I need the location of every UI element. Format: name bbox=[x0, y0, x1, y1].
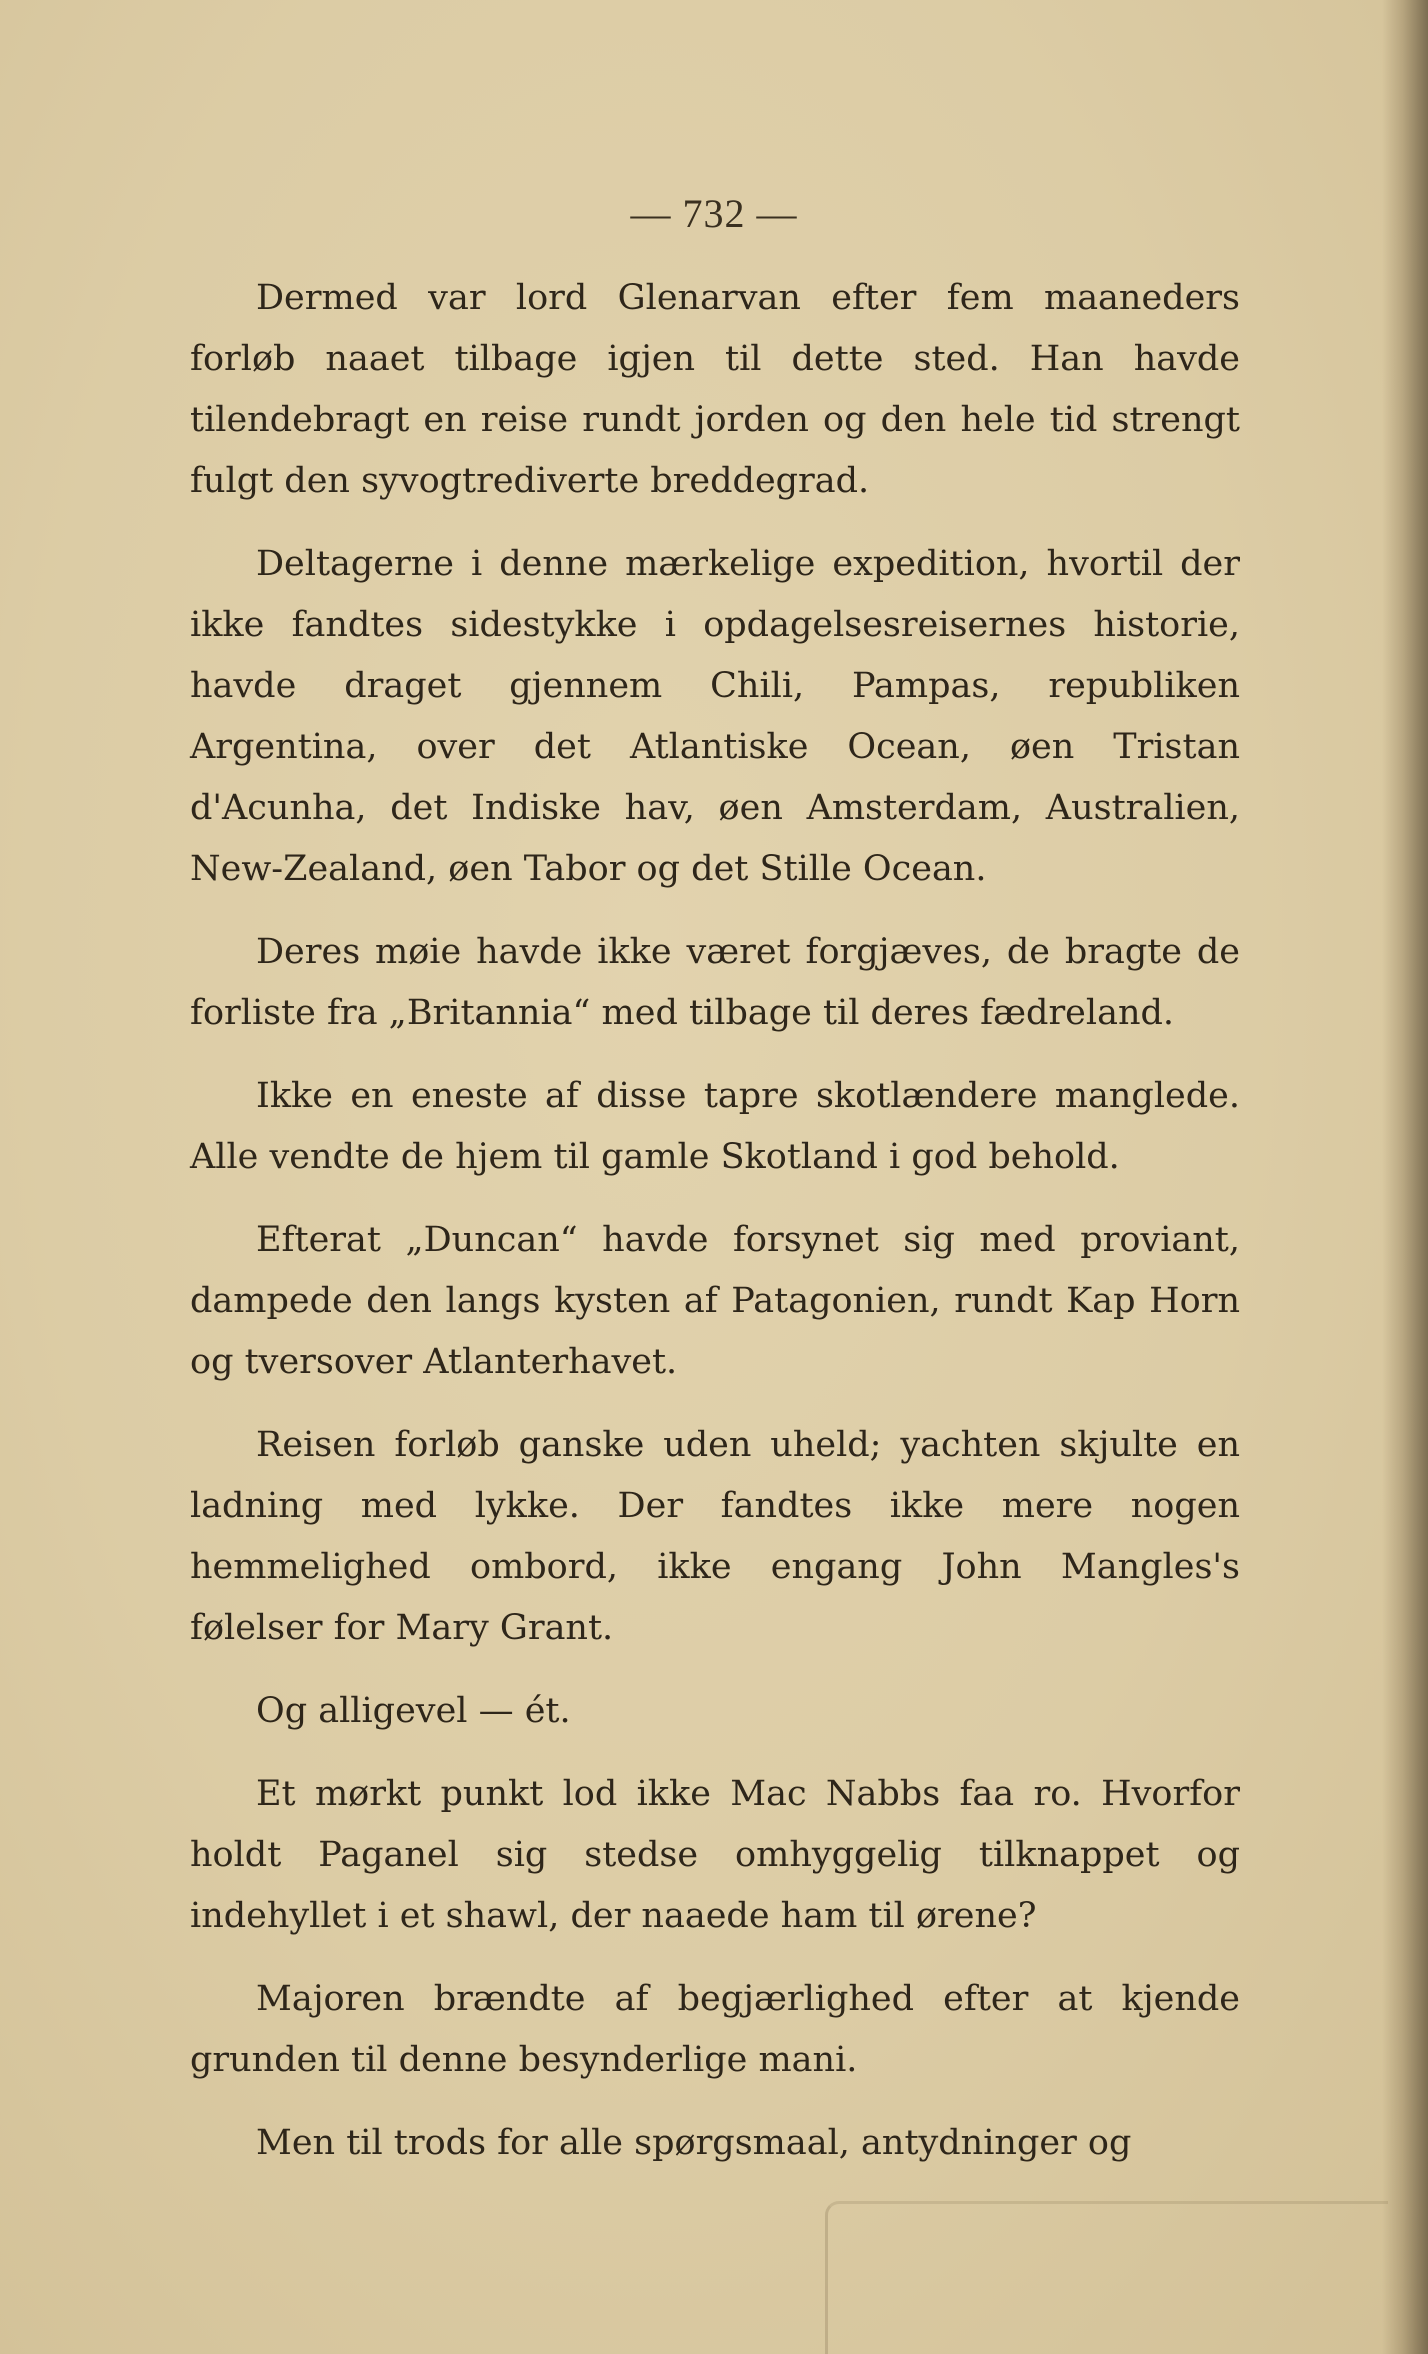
paragraph: Ikke en eneste af disse tapre skotlændere manglede. Alle vendte de hjem til gamle Skotland i god behold. bbox=[190, 1076, 1240, 1177]
body-text bbox=[190, 268, 1240, 2196]
page-number: — 732 — bbox=[630, 191, 798, 236]
paragraph: Dermed var lord Glenarvan efter fem maaneders forløb naaet tilbage igjen til dette sted. Han havde tilendebragt en reise rundt jorden og den hele tid strengt fulgt den syvogtrediverte breddegrad. bbox=[190, 278, 1240, 501]
paragraph: Majoren brændte af begjærlighed efter at kjende grunden til denne besynderlige mani. bbox=[190, 1979, 1240, 2080]
paragraph: Deltagerne i denne mærkelige expedition, hvortil der ikke fandtes sidestykke i opdagelsesreisernes historie, havde draget gjennem Chili, Pampas, republiken Argentina, over det Atlantiske Ocean, øen Tristan d'Acunha, det Indiske hav, øen Amsterdam, Australien, New-Zealand, øen Tabor og det Stille Ocean. bbox=[190, 544, 1240, 889]
paragraph: Efterat „Duncan“ havde forsynet sig med proviant, dampede den langs kysten af Patagonien, rundt Kap Horn og tversover Atlanterhavet. bbox=[190, 1220, 1240, 1382]
paragraph: Og alligevel — ét. bbox=[256, 1691, 571, 1731]
page-gutter-shadow bbox=[1382, 0, 1428, 2354]
paragraph: Reisen forløb ganske uden uheld; yachten skjulte en ladning med lykke. Der fandtes ikke mere nogen hemmelighed ombord, ikke engang John Mangles's følelser for Mary Grant. bbox=[190, 1425, 1240, 1648]
page-corner-mark bbox=[825, 2201, 1388, 2354]
paragraph: Men til trods for alle spørgsmaal, antydninger og bbox=[256, 2123, 1132, 2163]
paragraph: Deres møie havde ikke været forgjæves, de bragte de forliste fra „Britannia“ med tilbage til deres fædreland. bbox=[190, 932, 1240, 1033]
paragraph: Et mørkt punkt lod ikke Mac Nabbs faa ro. Hvorfor holdt Paganel sig stedse omhyggelig tilknappet og indehyllet i et shawl, der naaede ham til ørene? bbox=[190, 1774, 1240, 1936]
